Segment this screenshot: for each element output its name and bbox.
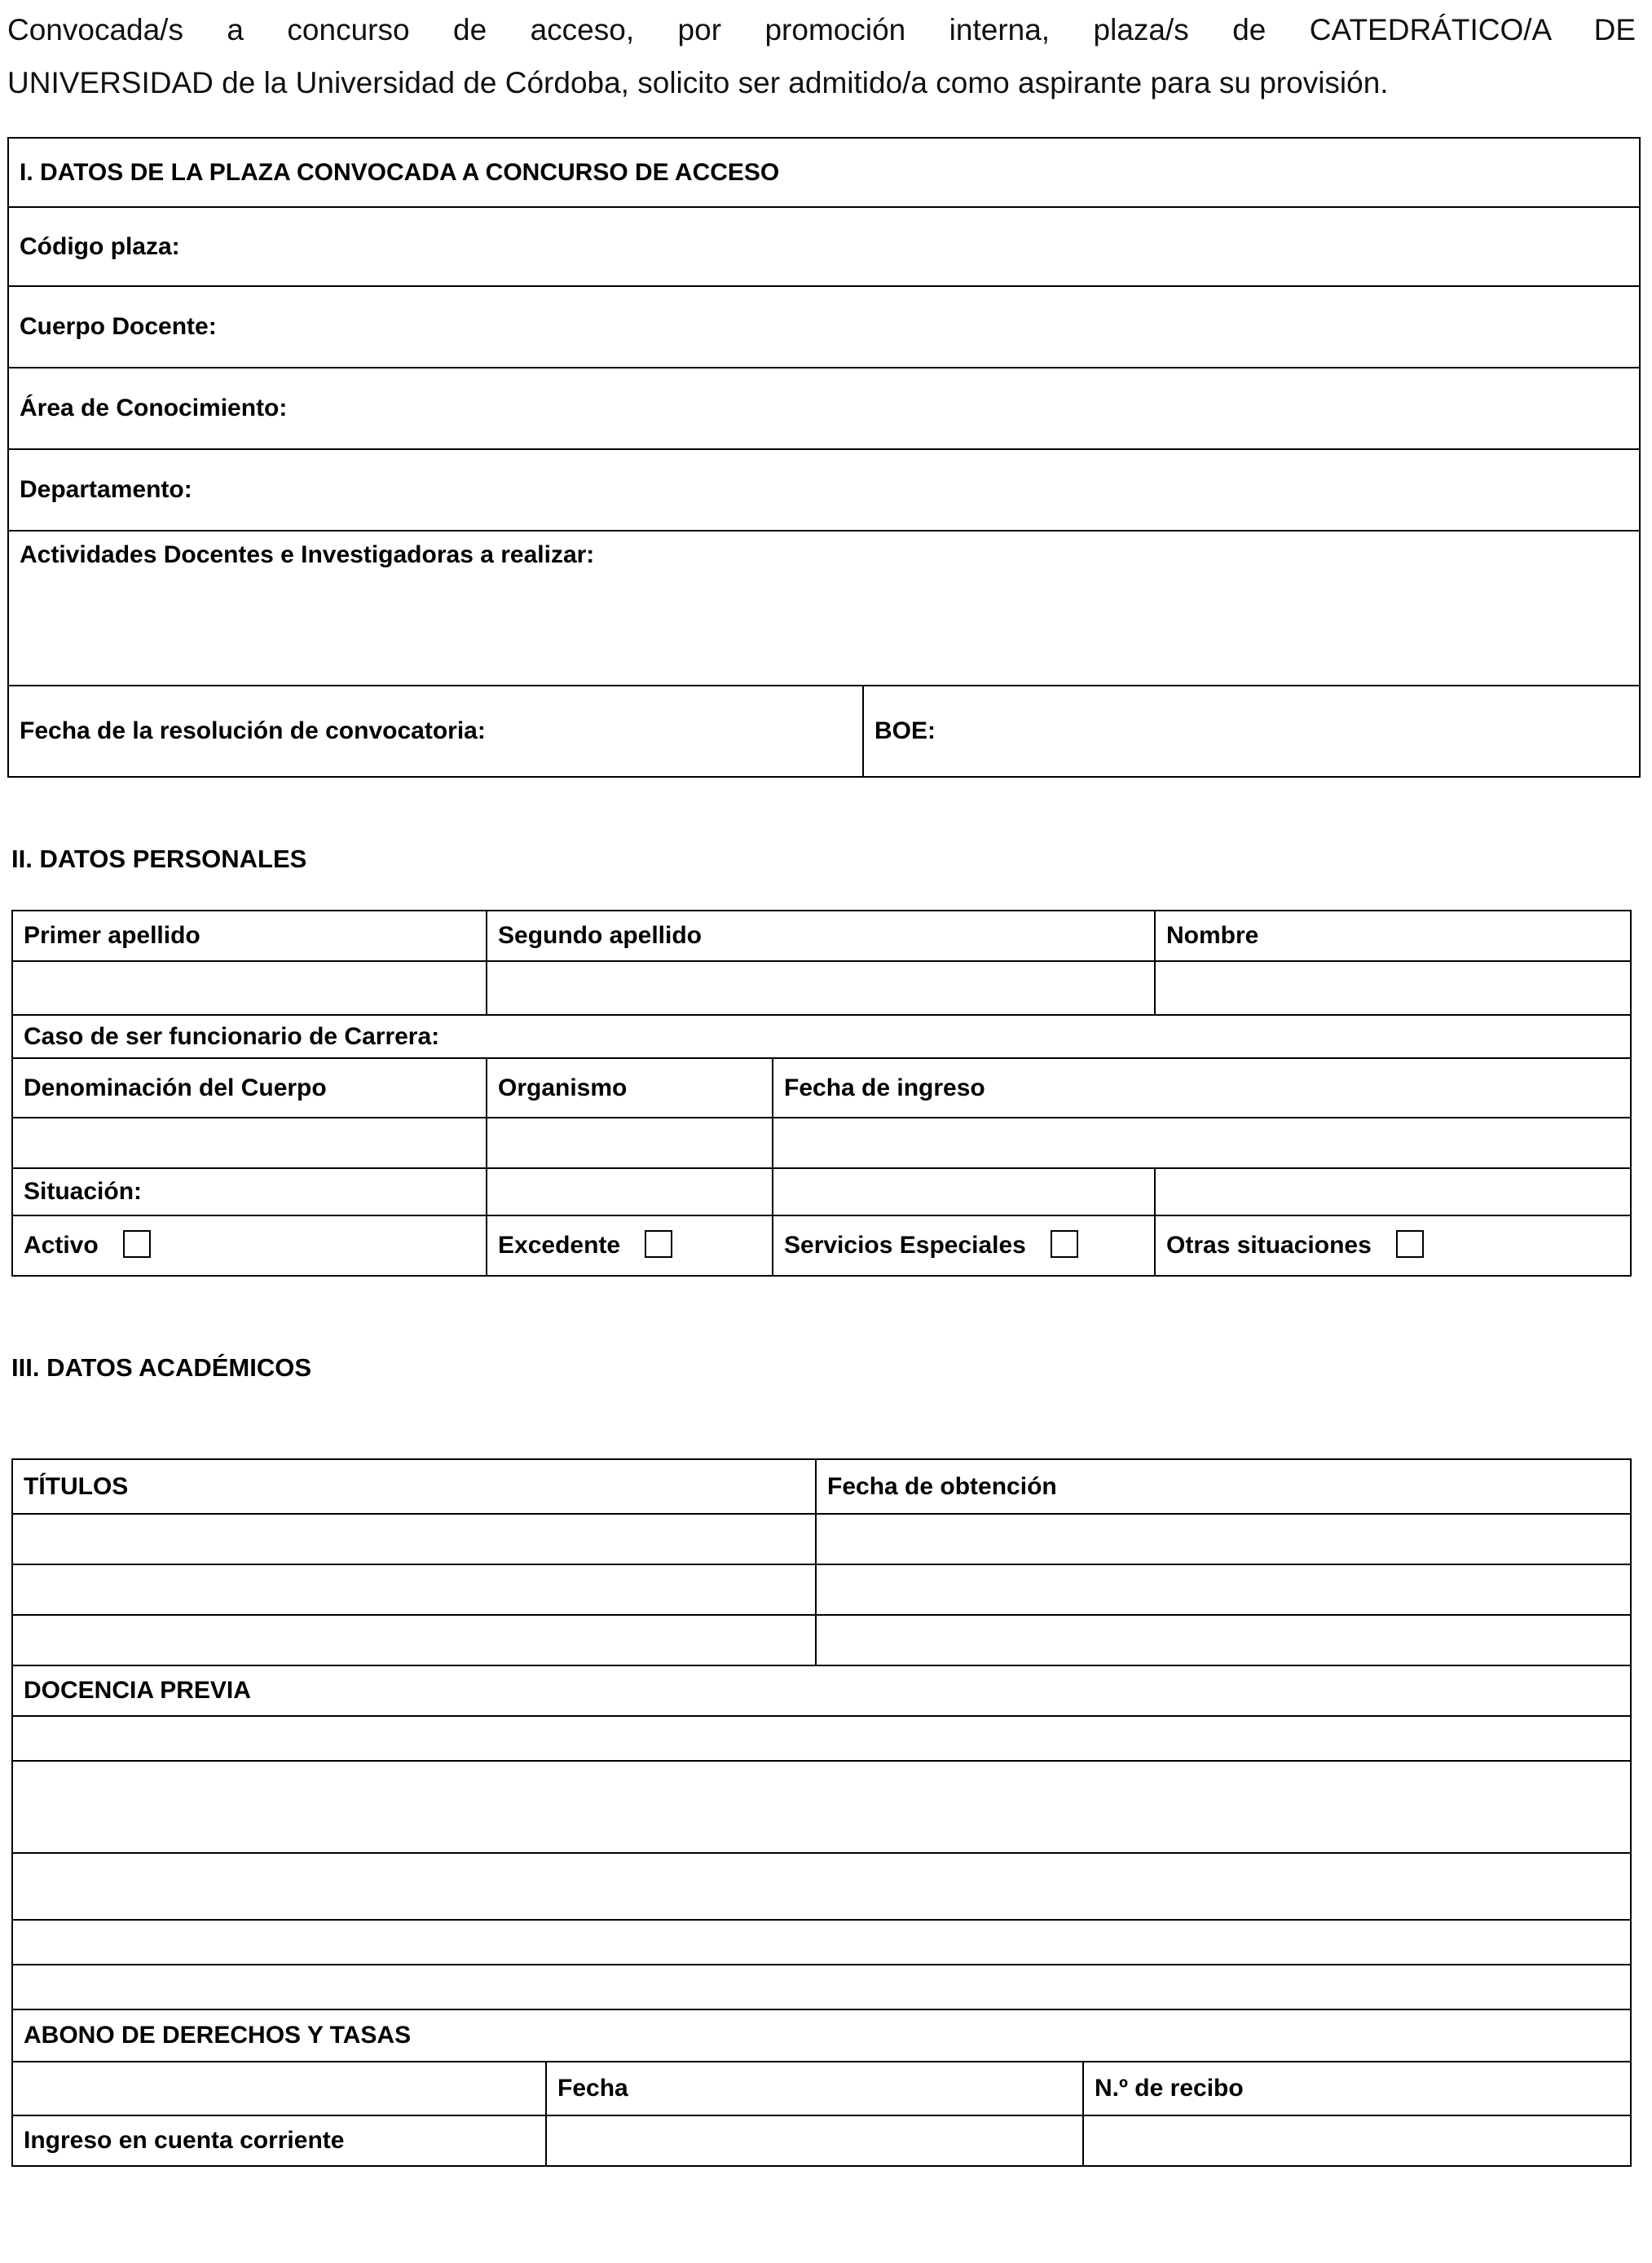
servicios-especiales-checkbox[interactable] [1051, 1230, 1078, 1258]
segundo-apellido-input[interactable] [487, 961, 1155, 1015]
table-row [12, 1761, 1631, 1853]
departamento-field[interactable]: Departamento: [8, 449, 1640, 531]
denominacion-cuerpo-input[interactable] [12, 1118, 487, 1168]
table-row [12, 1665, 1631, 1716]
excedente-cell [487, 1215, 773, 1276]
intro-line-2: UNIVERSIDAD de la Universidad de Córdoba, solicito ser admitido/a como aspirante para su provisión. [7, 66, 1389, 99]
abono-derechos-header: ABONO DE DERECHOS Y TASAS [12, 2009, 1631, 2062]
plaza-table [7, 137, 1641, 778]
codigo-plaza-field[interactable]: Código plaza: [8, 207, 1640, 286]
table-row [12, 1716, 1631, 1761]
organismo-header: Organismo [487, 1058, 773, 1118]
docencia-previa-input-5[interactable] [12, 1965, 1631, 2009]
table-row [8, 686, 1640, 777]
intro-line-1: Convocada/s a concurso de acceso, por promoción interna, plaza/s de CATEDRÁTICO/A DE [7, 13, 1636, 46]
docencia-previa-input-4[interactable] [12, 1920, 1631, 1965]
titulo-input-2[interactable] [12, 1564, 816, 1615]
plaza-section-title: I. DATOS DE LA PLAZA CONVOCADA A CONCURSO DE ACCESO [8, 138, 1640, 207]
fecha-obtencion-header: Fecha de obtención [816, 1459, 1631, 1514]
table-row [8, 207, 1640, 286]
funcionario-carrera-label: Caso de ser funcionario de Carrera: [12, 1015, 1631, 1058]
ingreso-fecha-input[interactable] [546, 2115, 1083, 2166]
titulos-header: TÍTULOS [12, 1459, 816, 1514]
cuerpo-docente-field[interactable]: Cuerpo Docente: [8, 286, 1640, 368]
table-row [12, 1965, 1631, 2009]
excedente-label: Excedente [498, 1232, 621, 1259]
table-row [12, 1215, 1631, 1276]
empty-cell [487, 1168, 773, 1215]
boe-field[interactable]: BOE: [863, 686, 1640, 777]
otras-situaciones-label: Otras situaciones [1166, 1232, 1372, 1259]
nombre-header: Nombre [1155, 911, 1631, 961]
intro-paragraph [7, 3, 1636, 109]
servicios-especiales-label: Servicios Especiales [784, 1232, 1026, 1259]
datos-personales-heading: II. DATOS PERSONALES [11, 845, 307, 873]
table-row [12, 1514, 1631, 1564]
docencia-previa-input-1[interactable] [12, 1716, 1631, 1761]
table-row [12, 2009, 1631, 2062]
docencia-previa-header: DOCENCIA PREVIA [12, 1665, 1631, 1716]
otras-situaciones-cell [1155, 1215, 1631, 1276]
servicios-especiales-cell [773, 1215, 1155, 1276]
table-row [8, 449, 1640, 531]
table-row [12, 1459, 1631, 1514]
primer-apellido-header: Primer apellido [12, 911, 487, 961]
fecha-resolucion-field[interactable]: Fecha de la resolución de convocatoria: [8, 686, 863, 777]
titulo-input-3[interactable] [12, 1615, 816, 1665]
abono-recibo-header: N.º de recibo [1083, 2062, 1631, 2115]
titulo-input-1[interactable] [12, 1514, 816, 1564]
empty-cell [12, 2062, 546, 2115]
table-row [12, 1168, 1631, 1215]
table-row [12, 1853, 1631, 1920]
table-row [12, 911, 1631, 961]
table-row [12, 1015, 1631, 1058]
table-row [8, 286, 1640, 368]
table-row [12, 1118, 1631, 1168]
situacion-label: Situación: [12, 1168, 487, 1215]
activo-label: Activo [24, 1232, 99, 1259]
fecha-obtencion-input-1[interactable] [816, 1514, 1631, 1564]
empty-cell [773, 1168, 1155, 1215]
table-row [8, 531, 1640, 686]
fecha-obtencion-input-2[interactable] [816, 1564, 1631, 1615]
primer-apellido-input[interactable] [12, 961, 487, 1015]
activo-checkbox[interactable] [123, 1230, 151, 1258]
datos-academicos-table [11, 1458, 1632, 2167]
ingreso-recibo-input[interactable] [1083, 2115, 1631, 2166]
table-row [12, 1564, 1631, 1615]
table-row [8, 368, 1640, 449]
fecha-obtencion-input-3[interactable] [816, 1615, 1631, 1665]
table-row [12, 1058, 1631, 1118]
abono-fecha-header: Fecha [546, 2062, 1083, 2115]
excedente-checkbox[interactable] [645, 1230, 672, 1258]
table-row [12, 1615, 1631, 1665]
empty-cell [1155, 1168, 1631, 1215]
datos-academicos-heading: III. DATOS ACADÉMICOS [11, 1353, 312, 1382]
organismo-input[interactable] [487, 1118, 773, 1168]
table-row [12, 961, 1631, 1015]
table-row [12, 2062, 1631, 2115]
actividades-field[interactable]: Actividades Docentes e Investigadoras a realizar: [8, 531, 1640, 686]
docencia-previa-input-3[interactable] [12, 1853, 1631, 1920]
activo-cell [12, 1215, 487, 1276]
denominacion-cuerpo-header: Denominación del Cuerpo [12, 1058, 487, 1118]
fecha-ingreso-header: Fecha de ingreso [773, 1058, 1631, 1118]
otras-situaciones-checkbox[interactable] [1396, 1230, 1424, 1258]
nombre-input[interactable] [1155, 961, 1631, 1015]
ingreso-cuenta-label: Ingreso en cuenta corriente [12, 2115, 546, 2166]
table-row [12, 2115, 1631, 2166]
table-row [8, 138, 1640, 207]
docencia-previa-input-2[interactable] [12, 1761, 1631, 1853]
area-conocimiento-field[interactable]: Área de Conocimiento: [8, 368, 1640, 449]
fecha-ingreso-input[interactable] [773, 1118, 1631, 1168]
table-row [12, 1920, 1631, 1965]
datos-personales-table [11, 910, 1632, 1277]
segundo-apellido-header: Segundo apellido [487, 911, 1155, 961]
